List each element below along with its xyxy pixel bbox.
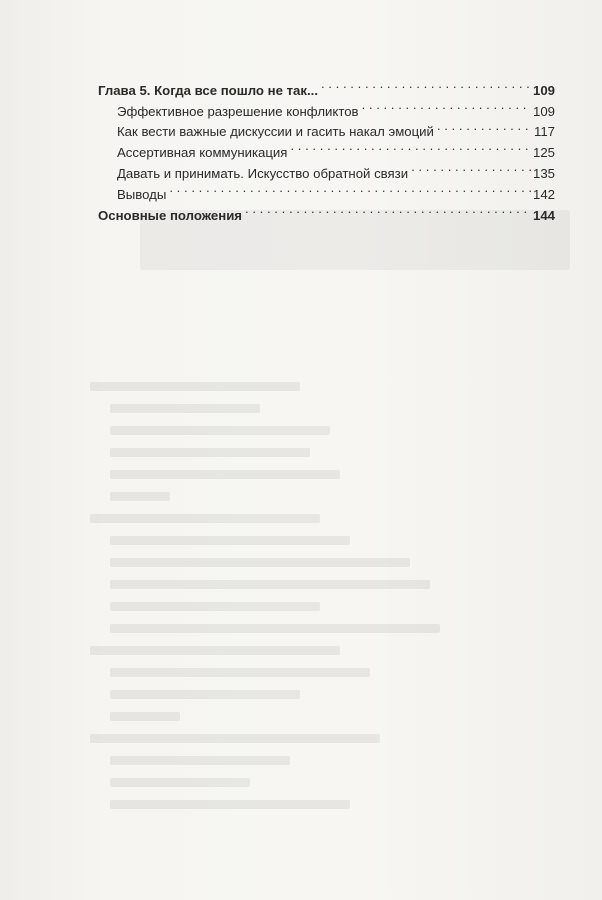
toc-entry-page: 109 <box>532 82 555 98</box>
toc-entry-title: Глава 5. Когда все пошло не так... <box>98 82 318 98</box>
toc-entry-page: 125 <box>532 145 555 161</box>
toc-leader-dots <box>321 74 531 95</box>
show-through-text <box>90 378 560 818</box>
toc-entry-page: 144 <box>532 207 555 223</box>
toc-leader-dots <box>169 178 531 199</box>
toc-entry-title: Эффективное разрешение конфликтов <box>117 103 359 119</box>
toc-entry-page: 135 <box>532 165 555 181</box>
toc-leader-dots <box>362 95 531 116</box>
toc-leader-dots <box>411 157 531 178</box>
toc-entry-page: 142 <box>532 186 555 202</box>
toc-entry-title: Выводы <box>117 186 167 202</box>
toc-entry-chapter-5[interactable] <box>98 74 555 98</box>
toc-leader-dots <box>437 116 532 137</box>
toc-leader-dots <box>290 136 531 157</box>
toc-entry-page: 109 <box>532 103 555 119</box>
toc-entry-title: Основные положения <box>98 207 242 223</box>
toc-entry-title: Ассертивная коммуникация <box>117 145 288 161</box>
table-of-contents <box>98 74 555 223</box>
toc-entry-title: Давать и принимать. Искусство обратной связи <box>117 165 409 181</box>
toc-leader-dots <box>245 199 531 220</box>
toc-entry-title: Как вести важные дискуссии и гасить накал эмоций <box>117 124 434 140</box>
toc-entry-page: 117 <box>533 124 555 140</box>
